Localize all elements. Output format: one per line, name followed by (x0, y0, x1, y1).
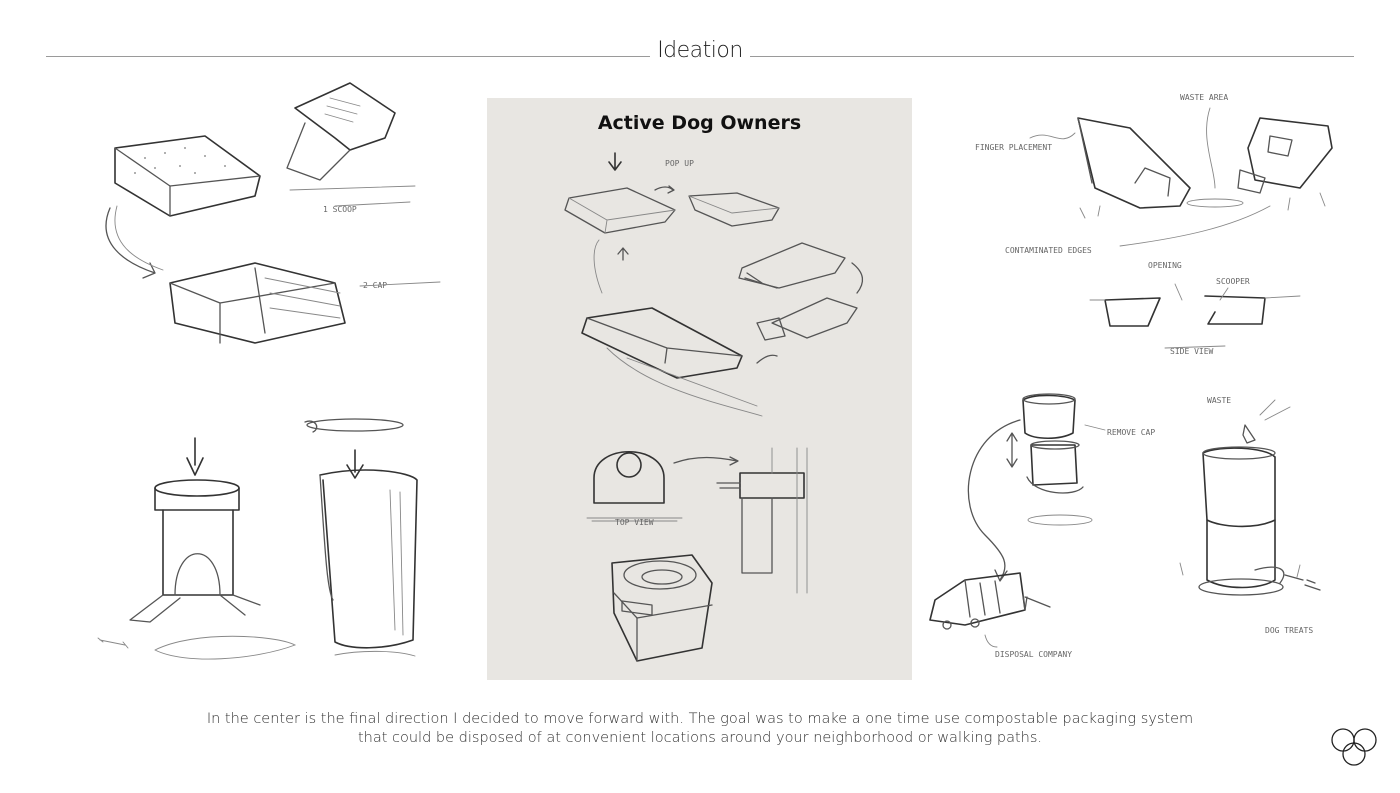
waste-area-annotation: WASTE AREA (1180, 93, 1229, 102)
page-title: Ideation (657, 38, 743, 63)
sketch-dispenser-stands (95, 410, 435, 675)
waste-annotation: WASTE (1207, 396, 1232, 405)
sketch-top-view-dispenser (582, 443, 892, 673)
caption-line-1: In the center is the final direction I decided to move forward with. The goal was to make a one time use compostable packaging system (206, 711, 1194, 727)
final-direction-panel (487, 98, 912, 680)
sketch-station-disposal (925, 385, 1345, 680)
scooper-annotation: SCOOPER (1216, 277, 1250, 286)
remove-cap-annotation: REMOVE CAP (1107, 428, 1156, 437)
sketch-scooper-side-view (970, 88, 1350, 363)
scoop-annotation: 1 SCOOP (323, 205, 357, 214)
sketch-pop-up-packaging (547, 148, 867, 418)
cap-annotation: 2 CAP (363, 281, 388, 290)
opening-annotation: OPENING (1148, 261, 1182, 270)
disposal-company-annotation: DISPOSAL COMPANY (995, 650, 1073, 659)
panel-title: Active Dog Owners (597, 112, 802, 134)
caption-line-2: that could be disposed of at convenient locations around your neighborhood or walking paths. (357, 730, 1043, 746)
header-rule-right (750, 56, 1354, 57)
contaminated-edges-annotation: CONTAMINATED EDGES (1005, 246, 1092, 255)
three-rings-logo-icon (1330, 726, 1378, 768)
caption (200, 710, 1200, 748)
top-view-annotation: TOP VIEW (615, 518, 654, 527)
header-rule-left (46, 56, 650, 57)
sketch-scoop-cap (95, 78, 455, 363)
pop-up-annotation: POP UP (665, 159, 694, 168)
dog-treats-annotation: DOG TREATS (1265, 626, 1314, 635)
side-view-annotation: SIDE VIEW (1170, 347, 1214, 356)
finger-placement-annotation: FINGER PLACEMENT (975, 143, 1053, 152)
